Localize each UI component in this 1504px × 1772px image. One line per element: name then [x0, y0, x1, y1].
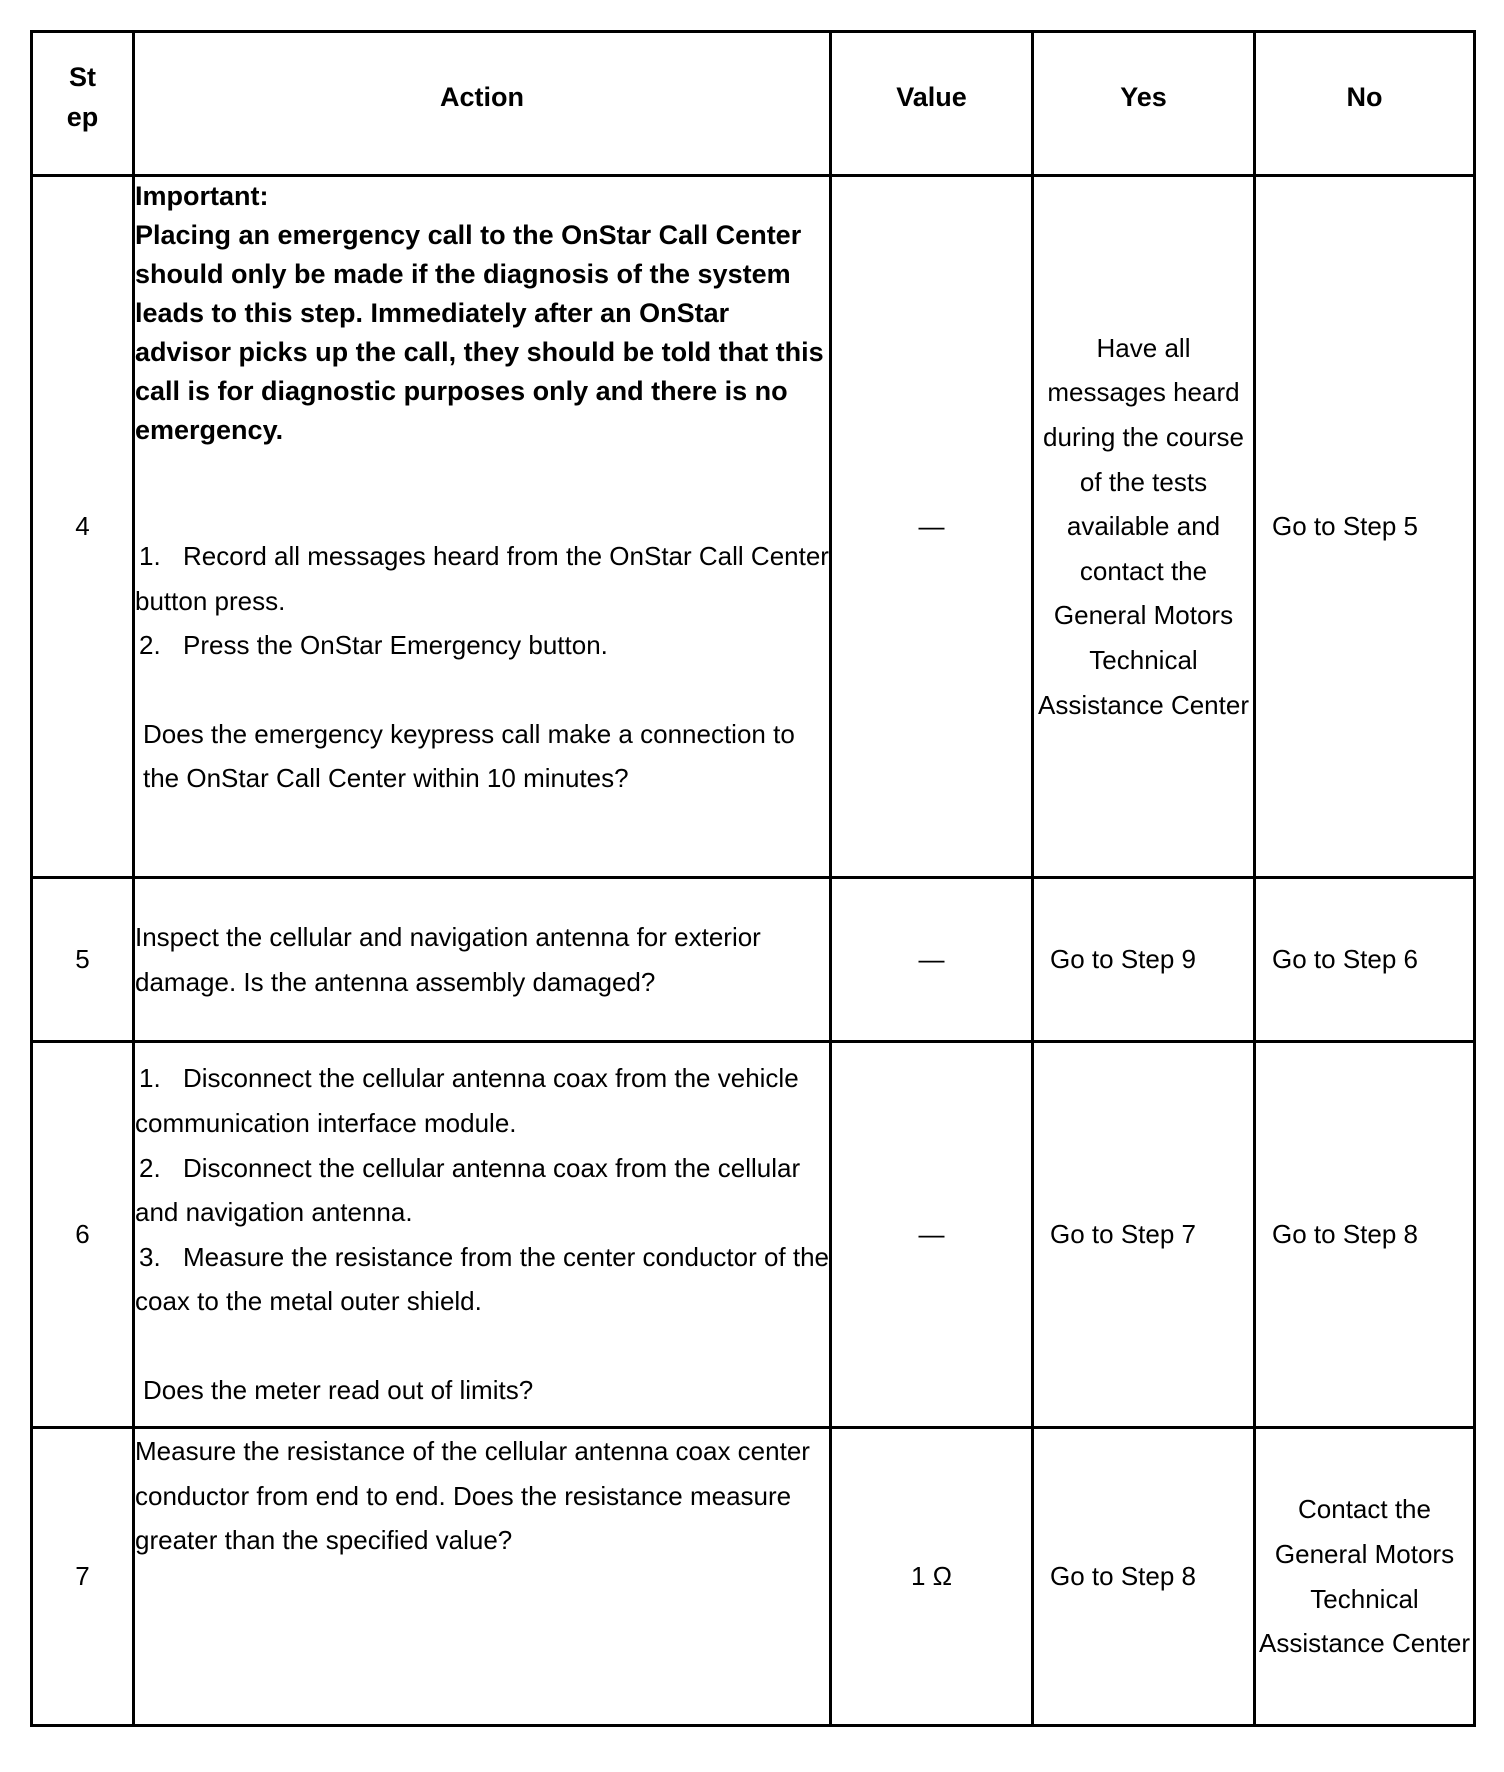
yes-cell: Have all messages heard during the course of the tests available and contact the General Motors Technical Assistance Center — [1033, 176, 1255, 878]
yes-cell: Go to Step 9 — [1033, 878, 1255, 1042]
header-value: Value — [831, 32, 1033, 176]
no-cell: Go to Step 5 — [1255, 176, 1475, 878]
question-text: Does the emergency keypress call make a connection to the OnStar Call Center within 10 minutes? — [143, 718, 795, 794]
list-item: 1. Disconnect the cellular antenna coax from the vehicle communication interface module. — [135, 1063, 799, 1139]
value-cell: — — [831, 878, 1033, 1042]
yes-cell: Go to Step 7 — [1033, 1042, 1255, 1428]
step-number: 6 — [32, 1042, 134, 1428]
header-row — [32, 32, 1475, 176]
header-action: Action — [134, 32, 831, 176]
important-label: Important: — [135, 181, 269, 211]
no-cell: Go to Step 8 — [1255, 1042, 1475, 1428]
step-number: 4 — [32, 176, 134, 878]
table-row — [32, 878, 1475, 1042]
table-row — [32, 1428, 1475, 1726]
no-cell: Go to Step 6 — [1255, 878, 1475, 1042]
list-item: 2. Press the OnStar Emergency button. — [139, 630, 608, 661]
value-cell: 1 Ω — [831, 1428, 1033, 1726]
diagnostic-table — [30, 30, 1476, 1727]
question-text: Does the meter read out of limits? — [143, 1374, 534, 1405]
list-item: 3. Measure the resistance from the center conductor of the coax to the metal outer shield. — [135, 1241, 830, 1317]
action-cell: Inspect the cellular and navigation antenna for exterior damage. Is the antenna assembly damaged? — [134, 878, 831, 1042]
yes-cell: Go to Step 8 — [1033, 1428, 1255, 1726]
action-cell — [134, 176, 831, 878]
header-step: St ep — [32, 32, 134, 176]
step-number: 7 — [32, 1428, 134, 1726]
no-cell: Contact the General Motors Technical Assistance Center — [1255, 1428, 1475, 1726]
action-cell — [134, 1042, 831, 1428]
table-row — [32, 1042, 1475, 1428]
action-cell: Measure the resistance of the cellular antenna coax center conductor from end to end. Does the resistance measure greater than the specified value? — [134, 1428, 831, 1726]
important-text: Placing an emergency call to the OnStar Call Center should only be made if the diagnosis of the system leads to this step. Immediately after an OnStar advisor picks up the call, they should be told that this call is for diagnostic purposes only and there is no emergency. — [135, 220, 824, 445]
value-cell: — — [831, 1042, 1033, 1428]
list-item: 2. Disconnect the cellular antenna coax from the cellular and navigation antenna. — [135, 1152, 801, 1228]
list-item: 1. Record all messages heard from the OnStar Call Center button press. — [135, 541, 829, 616]
step-number: 5 — [32, 878, 134, 1042]
header-yes: Yes — [1033, 32, 1255, 176]
table-row — [32, 176, 1475, 878]
header-no: No — [1255, 32, 1475, 176]
value-cell: — — [831, 176, 1033, 878]
